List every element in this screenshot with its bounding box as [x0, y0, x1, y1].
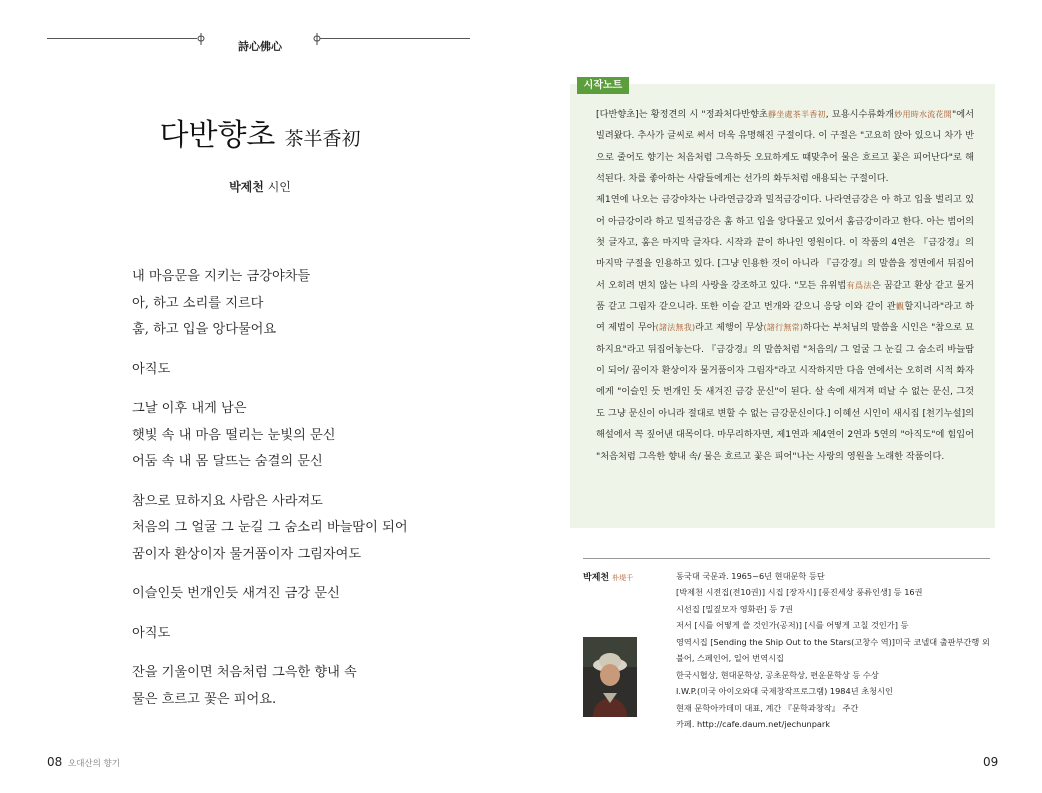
poem-author: [0, 178, 520, 195]
bio-line: 한국시협상, 현대문학상, 공초문학상, 편운문학상 등 수상: [676, 669, 879, 680]
poetry-note-text: [596, 104, 974, 467]
note-text-run: 제1연에 나오는 금강야차는 나라연금강과 밀적금강이다. 나라연금강은 아 하고 입을 벌리고 있어 아금강이라 하고 밀적금강은 훔 하고 입을 앙다물고 있어서 훔금강이라고 한다. 아는 범어의 첫 글자고, 훔은 마지막 글자다. 시작과 끝이 하나인 영원이다. 이 작품의 4연은 『금강경』의 마지막 구절을 인용하고 있다. [그냥 인용한 것이 아니라 『금강경』의 말씀을 정면에서 뒤집어서 오히려 변치 않는 나의 사랑을 강조하고 있다. "모든 유위법: [596, 194, 974, 291]
note-hanja: 靜坐處茶半香初: [767, 110, 826, 119]
poem-title: [0, 110, 520, 154]
poem-line: 어둠 속 내 몸 달뜨는 숨결의 문신: [132, 454, 323, 469]
page-number-left: 08: [47, 755, 63, 769]
poem-line: 아직도: [132, 625, 171, 641]
header-rule-left: [47, 38, 197, 39]
stanza: [132, 660, 472, 713]
bio-line: I.W.P.(미국 아이오와대 국제창작프로그램) 1984년 초청시인: [676, 686, 893, 697]
ornament-icon: [311, 32, 323, 46]
poem-line: 잔을 기울이면 처음처럼 그윽한 향내 속: [132, 665, 357, 680]
poem-body: [132, 264, 472, 726]
poem-line: 아직도: [132, 361, 171, 377]
poem-line: 물은 흐르고 꽃은 피어요.: [132, 691, 277, 707]
bio-line: [박제천 시전집(전10권)] 시집 [장자시] [풍진세상 풍류인생] 등 16권: [676, 587, 923, 598]
poem-line: 참으로 묘하지요 사람은 사라져도: [132, 493, 323, 509]
stanza: [132, 264, 472, 344]
author-role: 시인: [267, 180, 291, 194]
bio-line: 영역시집 [Sending the Ship Out to the Stars(고창수 역)]미국 코넬대 출판부간행 외: [676, 636, 990, 647]
poem-line: 내 마음문을 지키는 금강야차들: [132, 269, 311, 284]
publication-name: 오대산의 향기: [68, 759, 120, 769]
note-paragraph: [596, 189, 974, 466]
series-title: 詩心佛心: [238, 40, 282, 53]
poem-title-hanja: 茶半香初: [284, 128, 361, 150]
note-text-run: , 묘용시수류화개: [825, 109, 895, 120]
bio-line: 카페. http://cafe.daum.net/jechunpark: [676, 718, 831, 729]
bio-line: 동국대 국문과. 1965~6년 현대문학 등단: [676, 571, 825, 581]
poem-line: 꿈이자 환상이자 물거품이자 그림자여도: [132, 546, 362, 562]
stanza: [132, 621, 472, 648]
poem-line: 그날 이후 내게 남은: [132, 401, 247, 416]
note-hanja: 觀: [895, 302, 905, 312]
author-name: 박제천: [229, 180, 264, 194]
stanza: [132, 489, 472, 569]
stanza: [132, 396, 472, 476]
note-hanja: (諸法無我): [655, 323, 696, 333]
bio-line: 저서 [시를 어떻게 쓸 것인가(공저)] [시를 어떻게 고칠 것인가] 등: [676, 620, 909, 631]
bio-divider: [583, 558, 990, 559]
poem-line: 햇빛 속 내 마음 떨리는 눈빛의 문신: [132, 427, 336, 443]
note-text-run: 하다는 부처님의 말씀을 시인은 "참으로 묘하지요"라고 뒤집어놓는다. 『금강경』의 말씀처럼 "처음의/ 그 얼굴 그 눈길 그 숨소리 바늘땀이 되어/ 꿈이자 환상이자 물거품이자 그림자"라고 시작하지만 다음 연에서는 오히려 시적 화자에게 "이슬인 듯 번개인 듯 새겨진 금강 문신"이 된다. 살 속에 새겨져 떠날 수 없는 문신, 그것도 그냥 문신이 아니라 절대로 변할 수 없는 금강문신이다.] 이혜선 시인이 새시집 [천기누설]의 해설에서 꼭 짚어낸 대목이다. 마무리하자면, 제1연과 제4연이 2연과 5연의 "아직도"에 힘입어 "처음처럼 그윽한 향내 속/ 물은 흐르고 꽃은 피어"나는 사랑의 영원을 노래한 작품이다.: [596, 322, 974, 462]
poem-line: 이슬인듯 번개인듯 새겨진 금강 문신: [132, 586, 340, 601]
bio-line: 불어, 스페인어, 일어 번역시집: [676, 653, 784, 664]
note-hanja: (諸行無常): [763, 323, 804, 333]
bio-details: [676, 568, 996, 732]
note-hanja: 有爲法: [846, 280, 872, 290]
note-text-run: 은 꿈같고 환상 같고 물거품 같고 그림자 같으니라. 또한 이슬 같고 번개와 같으니 응당 이와 같이 관: [596, 279, 975, 313]
page-number-right: 09: [983, 755, 999, 769]
poem-title-korean: 다반향초: [159, 118, 276, 153]
stanza: [132, 357, 472, 384]
poem-line: 훔, 하고 입을 앙다물어요: [132, 322, 277, 337]
author-photo-illustration: [583, 637, 637, 717]
note-paragraph: [596, 104, 974, 189]
bio-author-name: 박제천: [583, 573, 610, 583]
bio-line: 시선집 [밀짚모자 영화관] 등 7권: [676, 603, 793, 614]
note-hanja: 妙用時水流花開: [894, 110, 953, 119]
note-text-run: 라고 제행이 무상: [695, 322, 764, 334]
poem-line: 처음의 그 얼굴 그 눈길 그 숨소리 바늘땀이 되어: [132, 520, 408, 535]
bio-author-hanja: 朴堤千: [612, 574, 634, 582]
poem-line: 아, 하고 소리를 지르다: [132, 295, 264, 311]
poetry-note-tag: 시작노트: [577, 77, 629, 94]
bio-line: 현재 문학아카데미 대표, 계간 『문학과창작』 주간: [676, 702, 859, 713]
note-text-run: 할지니라"라고 하여 제법이 무아: [596, 301, 975, 334]
author-photo: [583, 637, 637, 717]
header-rule-right: [320, 38, 470, 39]
stanza: [132, 581, 472, 608]
bio-author: [583, 570, 633, 583]
note-text-run: [다반향초]는 황정견의 시 "정좌처다반향초: [596, 109, 768, 120]
note-text-run: "에서 빌려왔다. 추사가 글씨로 써서 더욱 유명해진 구절이다. 이 구절은 "고요히 앉아 있으니 차가 반으로 줄어도 향기는 처음처럼 그윽하듯 오묘하게도 때맞추어 물은 흐르고 꽃은 피어난다"로 해석된다. 차를 좋아하는 사람들에게는 선가의 화두처럼 애용되는 구절이다.: [596, 109, 974, 185]
